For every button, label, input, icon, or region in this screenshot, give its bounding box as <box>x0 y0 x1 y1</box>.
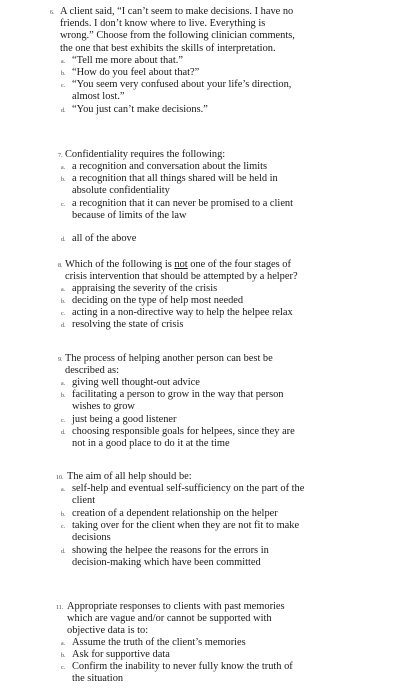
option-letter: c. <box>61 311 66 317</box>
answer-option: “How do you feel about that?” <box>72 67 200 78</box>
option-letter: a. <box>61 641 66 647</box>
answer-option: a recognition that it can never be promised to a client because of limits of the law <box>72 198 294 222</box>
option-letter: c. <box>61 665 66 671</box>
answer-option: Assume the truth of the client’s memories <box>72 637 246 648</box>
answer-option: self-help and eventual self-sufficiency on the part of the client <box>72 483 305 507</box>
option-letter: c. <box>61 524 66 530</box>
option-letter: b. <box>61 71 66 77</box>
answer-option: creation of a dependent relationship on the helper <box>72 508 278 519</box>
question-stem: A client said, “I can’t seem to make decisions. I have no friends. I don’t know where to live. Everything is wrong.” Choose from the following clinician comments, the one that best exhibits the skills of interpretation. <box>60 6 295 54</box>
answer-option: facilitating a person to grow in the way that person wishes to grow <box>72 389 284 413</box>
answer-option: all of the above <box>72 233 137 244</box>
stem-emphasis: not <box>174 259 188 270</box>
answer-option: choosing responsible goals for helpees, since they are not in a good place to do it at the time <box>72 426 295 450</box>
answer-option: “Tell me more about that.” <box>72 55 183 66</box>
answer-option: resolving the state of crisis <box>72 319 184 330</box>
answer-option: just being a good listener <box>72 414 177 425</box>
option-letter: d. <box>61 549 66 555</box>
answer-option: acting in a non-directive way to help the helpee relax <box>72 307 293 318</box>
option-letter: c. <box>61 418 66 424</box>
option-letter: b. <box>61 177 66 183</box>
option-letter: d. <box>61 323 66 329</box>
answer-option: deciding on the type of help most needed <box>72 295 244 306</box>
question-number: 11. <box>56 605 64 611</box>
answer-option: “You just can’t make decisions.” <box>72 104 208 115</box>
question-number: 10. <box>56 475 64 481</box>
option-letter: a. <box>61 487 66 493</box>
answer-option: Confirm the inability to never fully know the truth of the situation <box>72 661 293 685</box>
option-letter: b. <box>61 653 66 659</box>
stem-text: Which of the following is <box>65 259 175 270</box>
answer-option: taking over for the client when they are not fit to make decisions <box>72 520 300 544</box>
answer-option: Ask for supportive data <box>72 649 170 660</box>
answer-option: “You seem very confused about your life’s direction, almost lost.” <box>72 79 292 103</box>
question-number: 7. <box>58 153 63 159</box>
question-number: 6. <box>50 10 55 16</box>
question-number: 9. <box>58 357 63 363</box>
answer-option: giving well thought-out advice <box>72 377 200 388</box>
question-stem: Appropriate responses to clients with past memories which are vague and/or cannot be supported with objective data is to: <box>67 601 285 637</box>
option-letter: b. <box>61 512 66 518</box>
question-stem: Confidentiality requires the following: <box>65 149 226 160</box>
question-stem: The process of helping another person can best be described as: <box>65 353 273 377</box>
stem-text: one of the four stages of crisis intervention that should be attempted by a helper? <box>65 259 298 283</box>
option-letter: a. <box>61 287 66 293</box>
answer-option: a recognition and conversation about the limits <box>72 161 268 172</box>
question-stem <box>65 259 365 283</box>
option-letter: d. <box>61 237 66 243</box>
question-number: 8. <box>58 263 63 269</box>
option-letter: a. <box>61 59 66 65</box>
option-letter: d. <box>61 430 66 436</box>
option-letter: a. <box>61 381 66 387</box>
option-letter: d. <box>61 108 66 114</box>
option-letter: b. <box>61 299 66 305</box>
option-letter: b. <box>61 393 66 399</box>
question-stem: The aim of all help should be: <box>67 471 192 482</box>
option-letter: c. <box>61 83 66 89</box>
option-letter: c. <box>61 202 66 208</box>
answer-option: appraising the severity of the crisis <box>72 283 218 294</box>
answer-option: showing the helpee the reasons for the errors in decision-making which have been committed <box>72 545 269 569</box>
answer-option: a recognition that all things shared will be held in absolute confidentiality <box>72 173 278 197</box>
option-letter: a. <box>61 165 66 171</box>
